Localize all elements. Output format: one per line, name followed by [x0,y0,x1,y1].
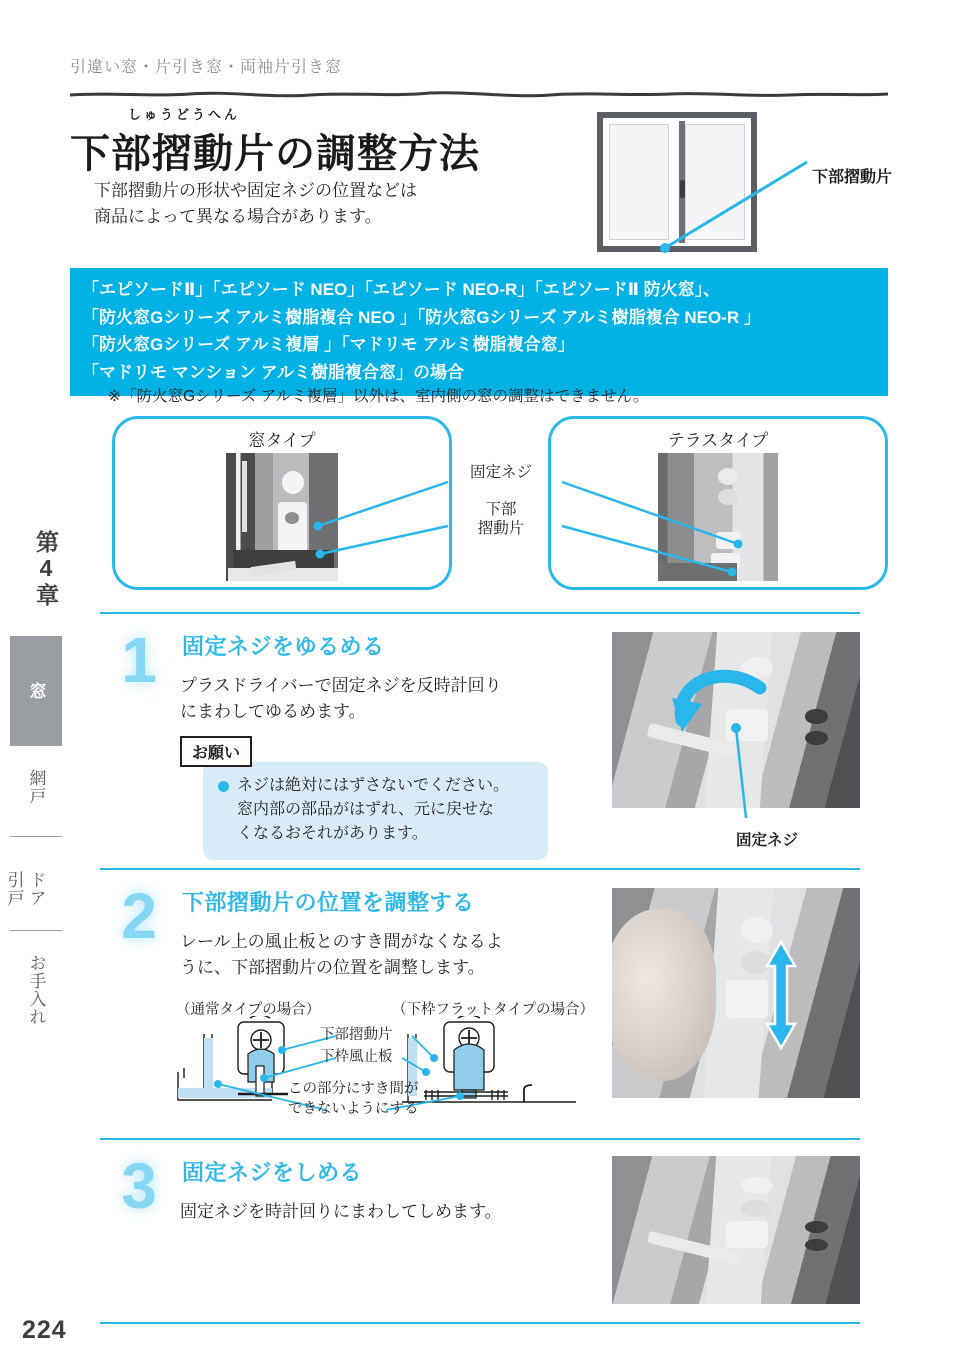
lead-paragraph [94,178,417,231]
sidebar-tab-screen[interactable] [10,756,62,818]
step-2-diagram-label-3-line-1: この部分にすき間が [288,1081,419,1097]
callout-piece-line-1: 下部 [485,501,517,518]
sidebar-tab-door-second[interactable] [0,846,40,932]
product-line-3: 「防火窓Gシリーズ アルミ複層 」「マドリモ アルミ樹脂複合窓」 [82,335,575,355]
step-3-photo [612,1156,860,1304]
step-3-body [180,1199,502,1225]
footer-divider [100,1322,860,1324]
step-divider-3 [100,1138,860,1140]
callout-piece-line-2: 摺動片 [477,520,525,538]
chapter-suffix: 章 [33,583,59,608]
sidebar-tab-window-label: 窓 [26,682,46,700]
sidebar-tab-screen-label: 網戸 [26,769,46,805]
step-3-body-line-1: 固定ネジを時計回りにまわしてしめます。 [180,1202,502,1221]
up-down-arrow-icon [764,940,798,1050]
step-3-heading: 固定ネジをしめる [182,1160,363,1185]
step-2-diagram-label-2: 下枠風止板 [320,1049,393,1065]
caution-line-2: 窓内部の部品がはずれ、元に戻せな [237,801,494,818]
step-2-heading: 下部摺動片の位置を調整する [182,890,475,915]
step-1-body-line-2: にまわしてゆるめます。 [180,702,366,722]
step-number-3: 3 [121,1150,157,1222]
caution-label: お願い [180,736,252,767]
page-title: 下部摺動片の調整方法 [70,132,480,176]
window-callout-label: 下部摺動片 [812,169,893,186]
sidebar-divider-2 [10,930,62,931]
window-callout-leader [655,150,825,260]
callout-screw-label: 固定ネジ [469,464,532,481]
caution-line-3: くなるおそれがあります。 [237,825,428,842]
lead-line-1: 下部摺動片の形状や固定ネジの位置などは [94,181,417,200]
step-1-body-line-1: プラスドライバーで固定ネジを反時計回り [180,676,502,695]
step-1-photo-leader [700,720,780,830]
sidebar [0,0,72,1358]
panel-window-type-title: 窓タイプ [248,431,316,450]
product-line-4: 「マドリモ マンション アルミ樹脂複合窓」の場合 [82,362,465,382]
step-3-photo-content [612,1156,860,1304]
step-2-diagram-label-3 [288,1080,419,1119]
chapter-marker [18,530,58,608]
callout-piece-label [455,500,547,539]
sidebar-divider-1 [10,836,62,837]
restriction-note: ※「防火窓Gシリーズ アルミ複層」以外は、室内側の窓の調整はできません。 [108,388,649,405]
caution-bullet [217,774,534,846]
step-number-2: 2 [121,880,157,952]
caution-box [203,762,548,860]
product-line-2: 「防火窓Gシリーズ アルミ樹脂複合 NEO 」「防火窓Gシリーズ アルミ樹脂複合 NEO-R 」 [82,307,761,327]
sidebar-tab-care-label: お手入れ [26,954,46,1026]
product-line-1: 「エピソードⅡ」「エピソード NEO」「エピソード NEO-R」「エピソードⅡ 防火窓」、 [82,280,721,299]
step-2-body-line-1: レール上の風止板とのすき間がなくなるよ [180,932,503,951]
step-2-diagram-label-3-line-2: できないようにする [288,1100,419,1117]
type-panel-callouts [455,460,547,539]
step-divider-1 [100,612,860,614]
page-kicker: 引違い窓・片引き窓・両袖片引き窓 [70,59,343,76]
header-rule [70,90,888,99]
panel-terrace-type-title: テラスタイプ [667,431,769,450]
chapter-number: 4 [33,555,59,583]
sidebar-tab-door-label-1: ドア [26,871,46,907]
title-ruby: しゅうどうへん [128,107,241,122]
step-2-diagram-caption-right: （下枠フラットタイプの場合） [392,1002,594,1018]
sidebar-tab-window[interactable] [10,636,62,746]
step-number-1: 1 [121,624,157,696]
step-2-body [180,929,503,982]
step-2-diagram-label-1: 下部摺動片 [320,1027,393,1043]
step-1-photo-label: 固定ネジ [736,832,799,849]
caution-line-1: ネジは絶対にはずさないでください。 [237,777,510,794]
sidebar-tab-care[interactable] [10,940,62,1040]
step-1-heading: 固定ネジをゆるめる [182,634,385,659]
step-2-photo [612,888,860,1098]
lead-line-2: 商品によって異なる場合があります。 [94,207,382,227]
step-2-diagram-caption-left: （通常タイプの場合） [176,1002,321,1018]
page-number: 224 [22,1316,67,1344]
step-2-photo-content [612,888,860,1098]
chapter-prefix: 第 [33,530,59,555]
product-list-box [70,268,888,396]
step-1-body [180,673,502,726]
step-2-body-line-2: うに、下部摺動片の位置を調整します。 [180,958,485,978]
step-divider-2 [100,868,860,870]
sidebar-tab-door-label-2: 引戸 [4,871,24,907]
